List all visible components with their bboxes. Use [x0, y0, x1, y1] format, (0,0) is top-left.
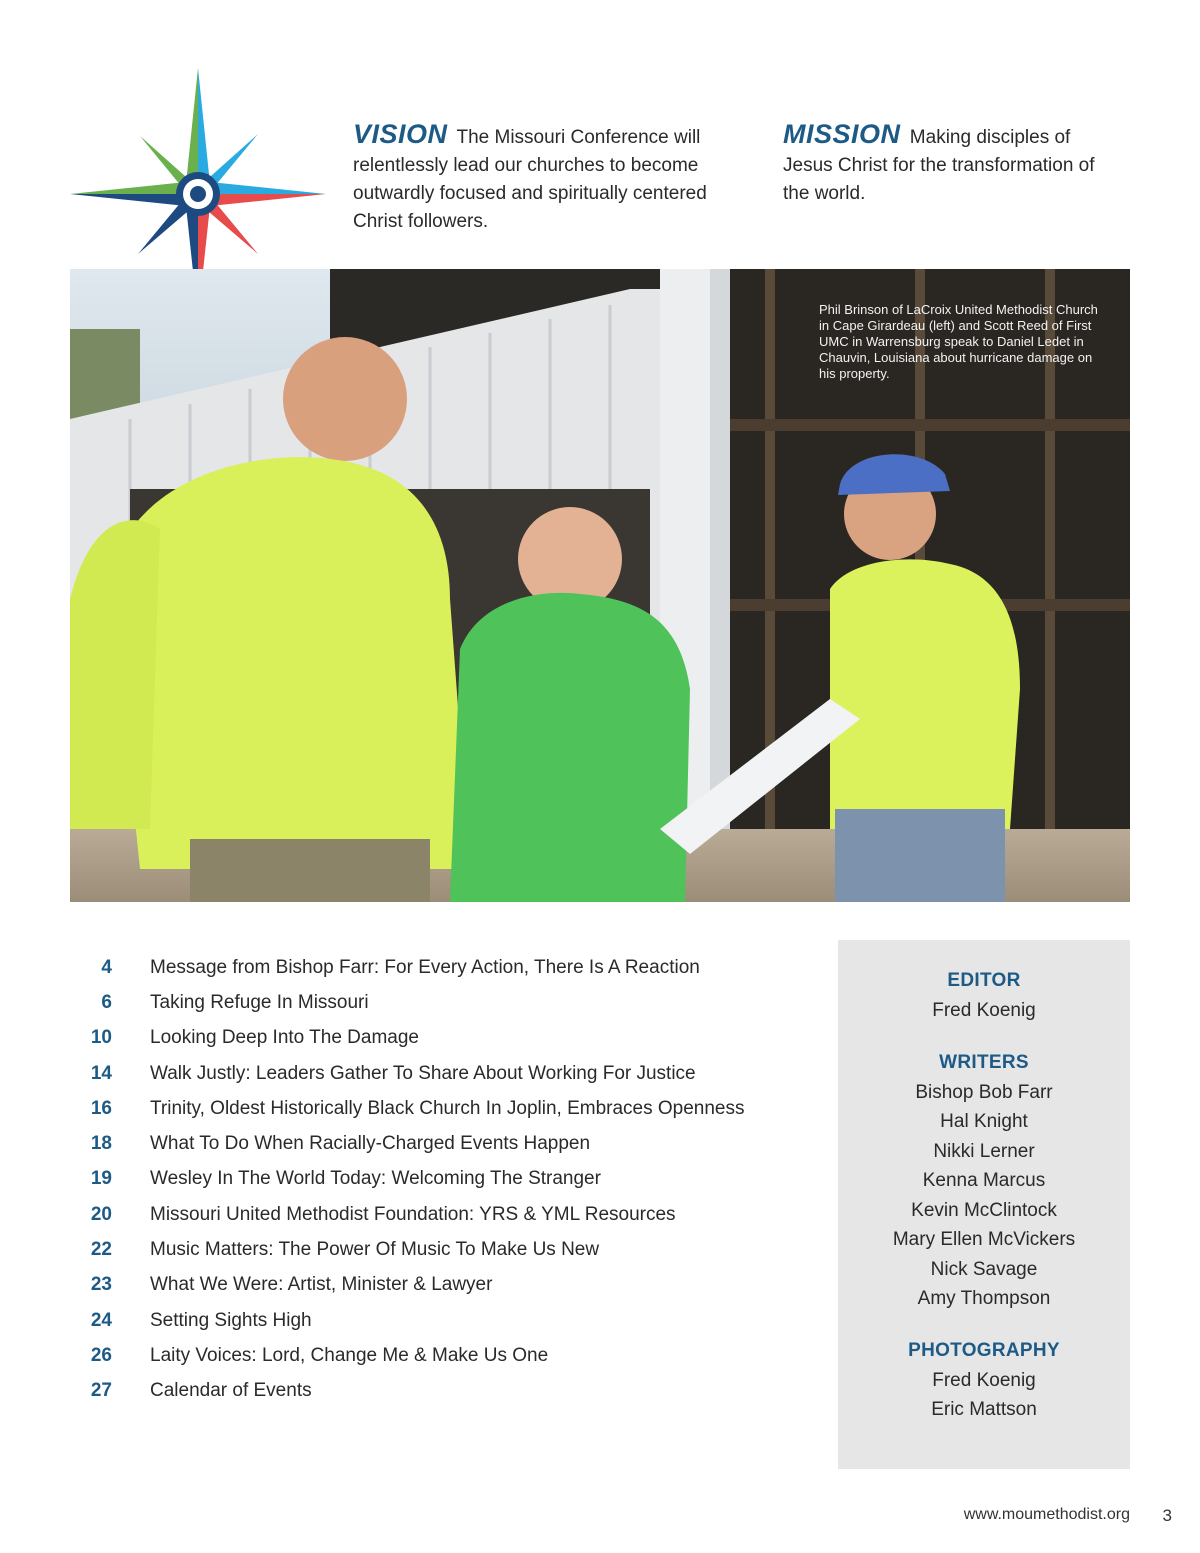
table-of-contents [70, 950, 790, 1409]
toc-entry[interactable] [70, 1268, 790, 1303]
toc-title: What To Do When Racially-Charged Events Happen [150, 1133, 591, 1155]
toc-entry[interactable] [70, 1303, 790, 1338]
toc-entry[interactable] [70, 1374, 790, 1409]
toc-title: Walk Justly: Leaders Gather To Share About Working For Justice [150, 1062, 696, 1084]
toc-page-number: 16 [90, 1097, 112, 1119]
toc-title: Laity Voices: Lord, Change Me & Make Us One [150, 1344, 549, 1366]
vision-keyword: VISION [353, 119, 448, 149]
toc-title: Calendar of Events [150, 1380, 312, 1402]
staff-name: Kenna Marcus [922, 1170, 1046, 1191]
toc-title: Missouri United Methodist Foundation: YRS & YML Resources [150, 1203, 676, 1225]
mission-keyword: MISSION [783, 119, 901, 149]
mission-text: Making disciples of Jesus Christ for the transformation of the world. [783, 127, 1095, 204]
mission-statement [783, 120, 1103, 208]
staff-name: Mary Ellen McVickers [892, 1229, 1076, 1250]
toc-page-number: 4 [101, 956, 112, 978]
staff-name: Amy Thompson [917, 1288, 1051, 1309]
vision-text: The Missouri Conference will relentlessly lead our churches to become outwardly focused and spiritually centered Christ followers. [353, 127, 707, 232]
toc-entry[interactable] [70, 1197, 790, 1232]
toc-page-number: 14 [90, 1062, 112, 1084]
toc-title: Looking Deep Into The Damage [150, 1027, 419, 1049]
toc-entry[interactable] [70, 1056, 790, 1091]
toc-entry[interactable] [70, 1126, 790, 1161]
toc-page-number: 24 [90, 1309, 112, 1331]
staff-name: Hal Knight [940, 1111, 1028, 1132]
toc-title: Wesley In The World Today: Welcoming The Stranger [150, 1168, 601, 1190]
website-url: www.moumethodist.org [963, 1506, 1130, 1523]
toc-page-number: 19 [90, 1168, 112, 1190]
page-number: 3 [1162, 1506, 1172, 1525]
toc-entry[interactable] [70, 1162, 790, 1197]
toc-title: Music Matters: The Power Of Music To Make Us New [150, 1239, 600, 1261]
toc-page-number: 22 [90, 1239, 112, 1261]
toc-title: Message from Bishop Farr: For Every Action, There Is A Reaction [150, 956, 700, 978]
toc-page-number: 23 [90, 1274, 112, 1296]
staff-name: Bishop Bob Farr [915, 1081, 1053, 1103]
staff-credits [838, 940, 1130, 1469]
toc-entry[interactable] [70, 1338, 790, 1373]
toc-entry[interactable] [70, 950, 790, 985]
toc-page-number: 27 [90, 1380, 112, 1402]
toc-page-number: 10 [90, 1027, 112, 1049]
toc-entry[interactable] [70, 1091, 790, 1126]
staff-section [838, 1340, 1130, 1425]
toc-page-number: 18 [90, 1133, 112, 1155]
staff-name: Nick Savage [930, 1258, 1038, 1280]
toc-page-number: 20 [90, 1203, 112, 1225]
toc-title: What We Were: Artist, Minister & Lawyer [150, 1274, 493, 1296]
staff-heading: WRITERS [939, 1051, 1029, 1073]
toc-entry[interactable] [70, 1232, 790, 1267]
staff-name: Fred Koenig [932, 1369, 1036, 1391]
staff-section [838, 970, 1130, 1026]
feature-photo [70, 269, 1130, 902]
toc-page-number: 6 [101, 991, 112, 1013]
staff-name: Eric Mattson [931, 1399, 1037, 1420]
staff-name: Nikki Lerner [933, 1140, 1035, 1162]
staff-name: Fred Koenig [932, 1000, 1036, 1021]
photo-caption: Phil Brinson of LaCroix United Methodist Church in Cape Girardeau (left) and Scott Reed of First UMC in Warrensburg speak to Daniel Ledet in Chauvin, Louisiana about hurricane damage on his property. [819, 302, 1098, 381]
staff-name: Kevin McClintock [911, 1199, 1057, 1221]
staff-heading: PHOTOGRAPHY [908, 1339, 1060, 1361]
vision-statement [353, 120, 738, 236]
toc-title: Setting Sights High [150, 1309, 312, 1331]
toc-entry[interactable] [70, 1021, 790, 1056]
staff-section [838, 1052, 1130, 1314]
toc-title: Taking Refuge In Missouri [150, 991, 369, 1013]
toc-page-number: 26 [90, 1344, 112, 1366]
staff-heading: EDITOR [947, 970, 1021, 991]
toc-title: Trinity, Oldest Historically Black Church In Joplin, Embraces Openness [150, 1097, 745, 1119]
toc-entry[interactable] [70, 985, 790, 1020]
